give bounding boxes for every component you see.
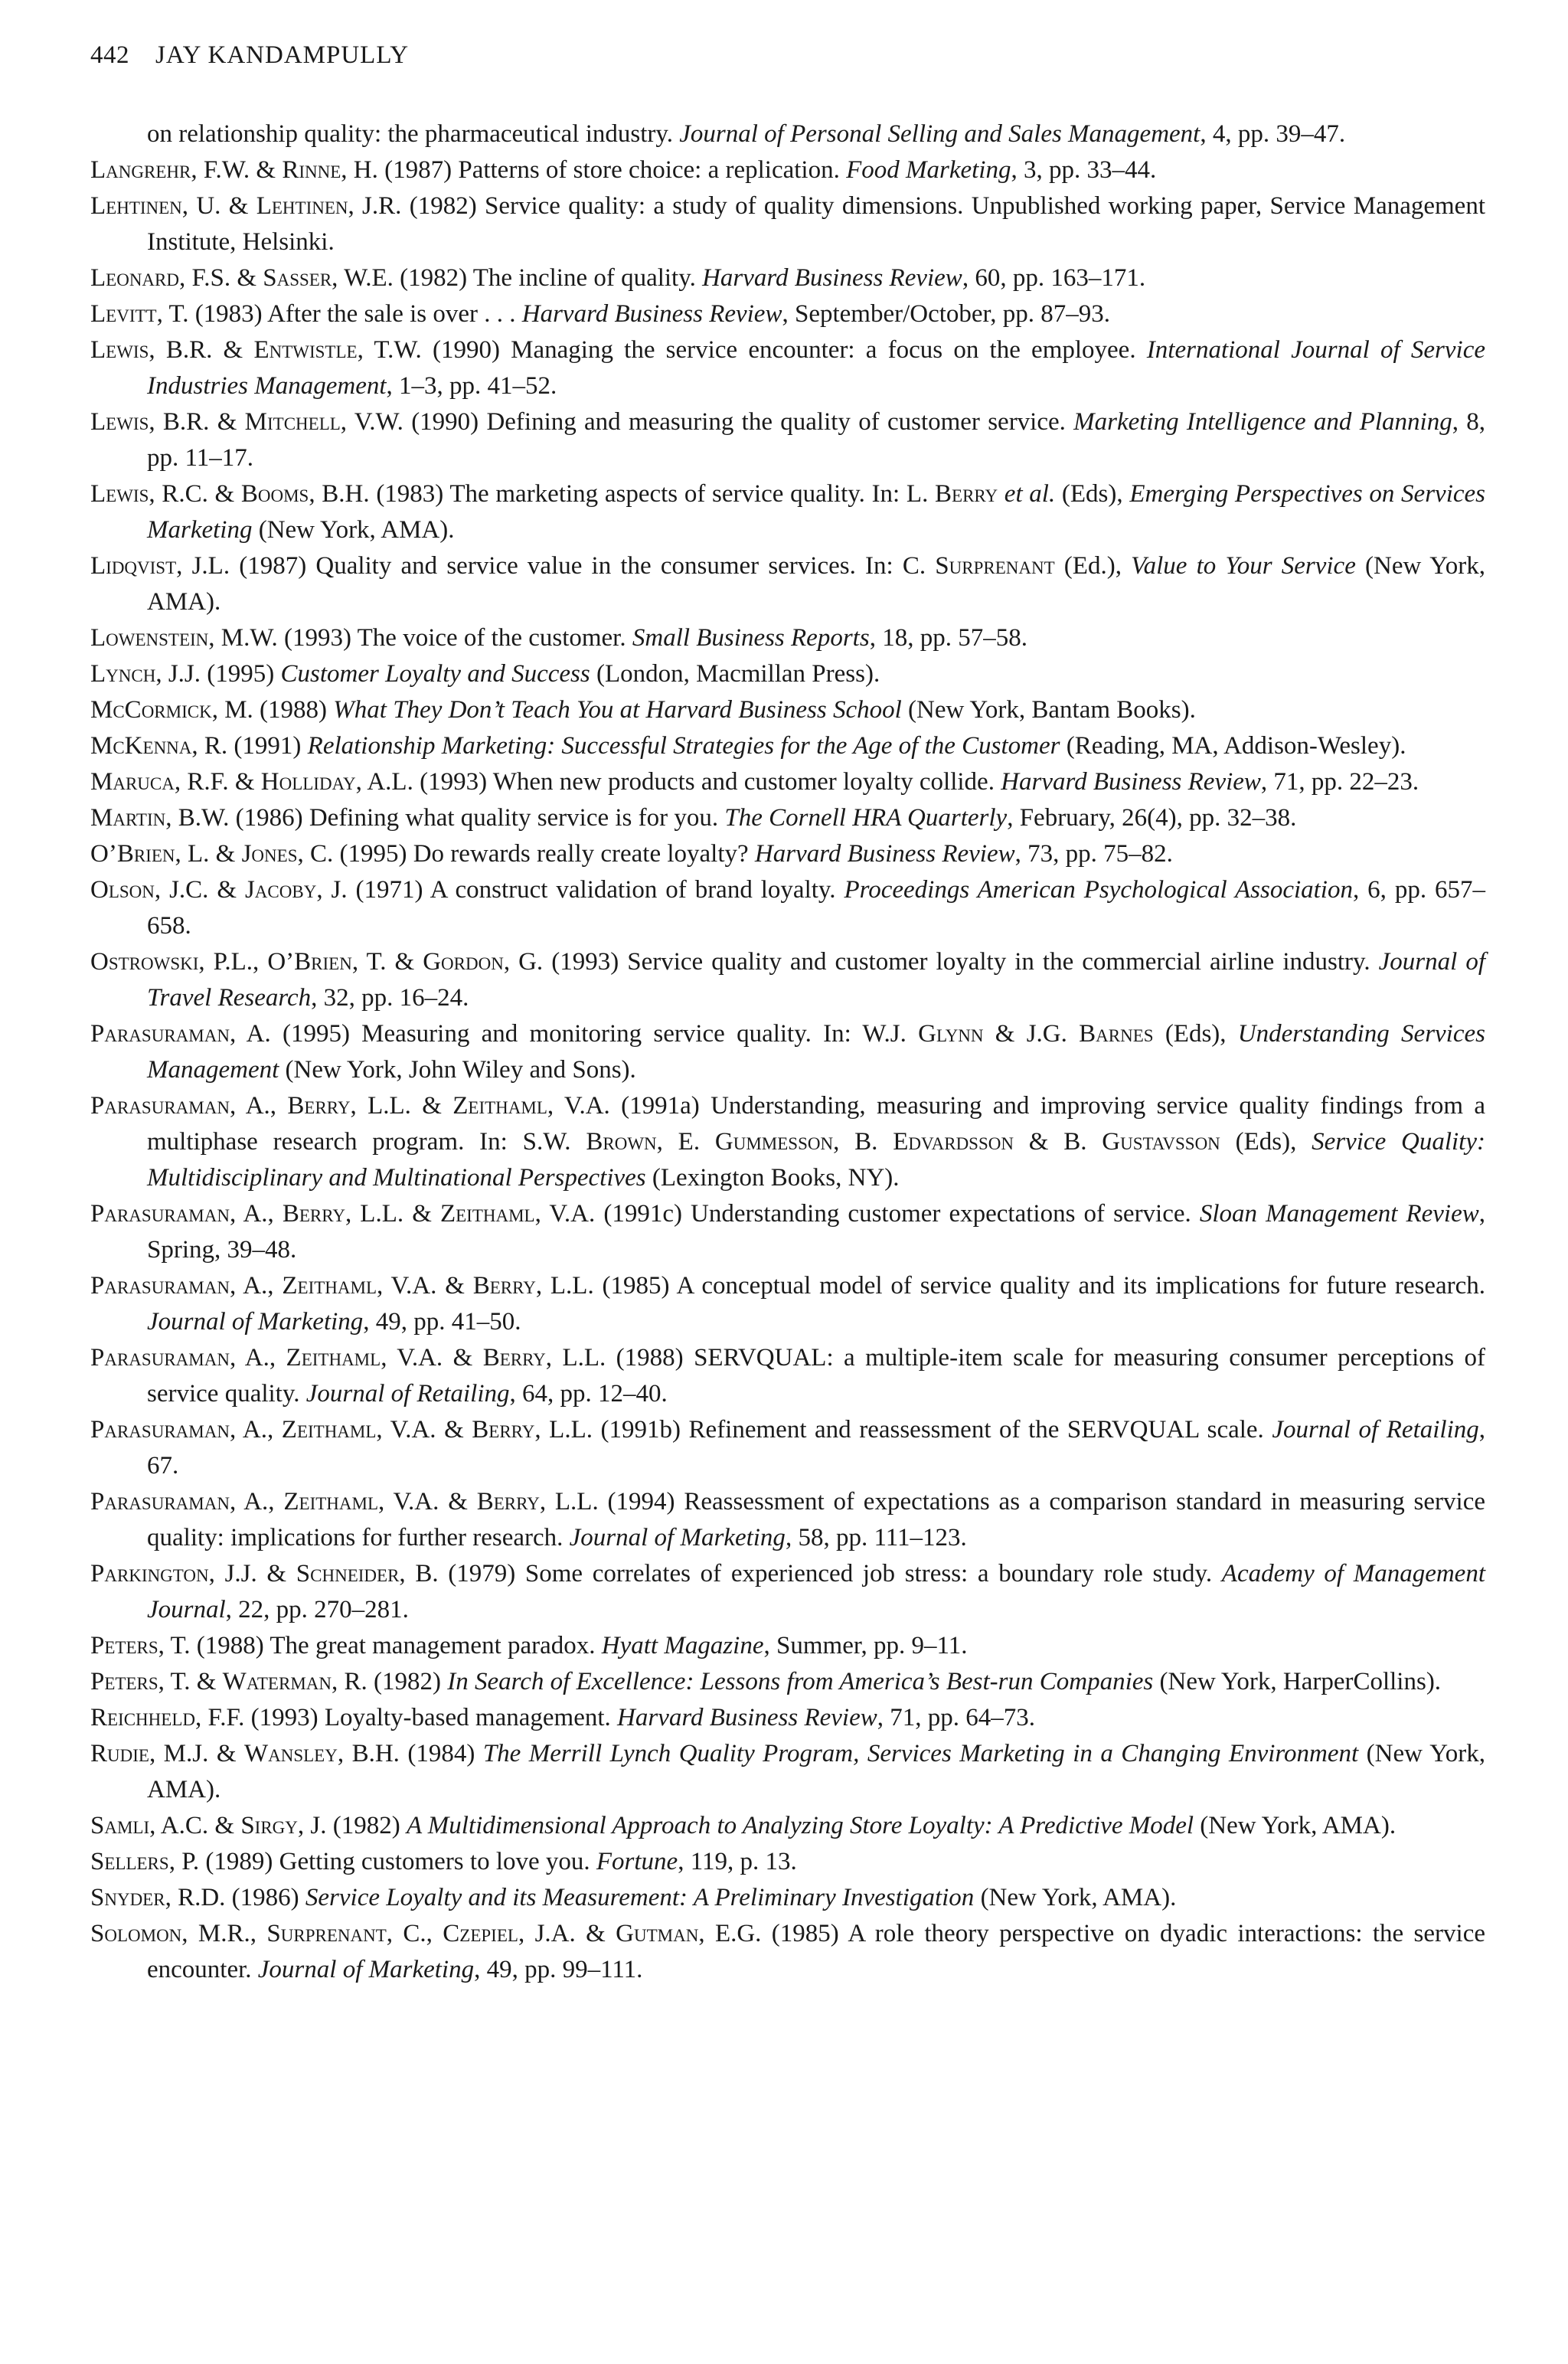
reference-text: , A.C. & <box>149 1812 241 1839</box>
italic-title: In Search of Excellence: Lessons from America’s Best-run Companies <box>447 1668 1154 1695</box>
reference-text: , A., <box>229 1344 286 1372</box>
reference-entry <box>90 1664 1485 1700</box>
italic-title: Harvard Business Review <box>617 1704 877 1731</box>
reference-text: , E. <box>656 1128 715 1156</box>
reference-entry <box>90 476 1485 548</box>
reference-text: , R.F. & <box>174 768 261 796</box>
author-name: Zeithaml <box>439 1200 535 1228</box>
reference-text: , B. (1979) Some correlates of experienced job stress: a boundary role study. <box>399 1560 1222 1587</box>
reference-text: , Spring, 39–48. <box>147 1200 1486 1264</box>
reference-text: , R.D. (1986) <box>165 1884 305 1911</box>
italic-title: Service Loyalty and its Measurement: A Preliminary Investigation <box>305 1884 975 1911</box>
reference-text: , B.H. (1983) The marketing aspects of service quality. In: L. <box>309 480 936 508</box>
author-name: Glynn <box>918 1020 984 1048</box>
author-name: Sirgy <box>240 1812 298 1839</box>
author-name: Sellers <box>90 1848 169 1875</box>
reference-text: , B.W. (1986) Defining what quality service is for you. <box>165 804 725 832</box>
italic-title: et al. <box>1004 480 1056 508</box>
author-name: Parasuraman <box>90 1272 230 1300</box>
author-name: Lewis <box>90 480 149 508</box>
author-name: Maruca <box>90 768 175 796</box>
author-name: Zeithaml <box>282 1272 377 1300</box>
reference-text: , A., <box>229 1416 282 1444</box>
author-name: Parasuraman <box>90 1200 230 1228</box>
italic-title: Fortune <box>596 1848 678 1875</box>
author-name: Parasuraman <box>90 1416 230 1444</box>
reference-text: , L.L. & <box>345 1200 440 1228</box>
author-name: Jones <box>241 840 298 868</box>
reference-text: , U. & <box>181 192 256 220</box>
reference-entry <box>90 620 1485 656</box>
reference-list <box>90 116 1485 1988</box>
reference-text: , A., <box>229 1272 283 1300</box>
reference-text: (New York, John Wiley and Sons). <box>279 1056 636 1084</box>
reference-text: , 22, pp. 270–281. <box>225 1596 409 1623</box>
reference-text: , J.L. (1987) Quality and service value in the consumer services. In: C. <box>176 552 936 580</box>
reference-text: , T. (1983) After the sale is over . . . <box>156 300 522 328</box>
reference-text: , C. (1995) Do rewards really create loyalty? <box>297 840 755 868</box>
reference-text: , 119, p. 13. <box>678 1848 797 1875</box>
reference-text: , L. & <box>175 840 242 868</box>
author-name: Zeithaml <box>286 1344 381 1372</box>
author-name: Lidqvist <box>90 552 177 580</box>
author-name: Berry <box>287 1092 351 1120</box>
author-name: Lehtinen <box>90 192 182 220</box>
reference-text: , T. (1988) The great management paradox. <box>158 1632 602 1659</box>
author-name: Leonard <box>90 264 179 292</box>
author-name: Zeithaml <box>452 1092 547 1120</box>
reference-text: , Summer, pp. 9–11. <box>763 1632 968 1659</box>
italic-title: Proceedings American Psychological Association <box>844 876 1353 904</box>
author-name: Parasuraman <box>90 1488 230 1516</box>
reference-text: , L.L. (1991b) Refinement and reassessment of the SERVQUAL scale. <box>534 1416 1272 1444</box>
author-name: Surprenant <box>266 1920 387 1947</box>
author-name: Parasuraman <box>90 1092 230 1120</box>
reference-text: , V.A. (1991c) Understanding customer expectations of service. <box>534 1200 1200 1228</box>
italic-title: Customer Loyalty and Success <box>280 660 590 688</box>
author-name: Lewis <box>90 408 149 436</box>
reference-text: , J.C. & <box>154 876 245 904</box>
reference-text: , 71, pp. 64–73. <box>877 1704 1035 1731</box>
reference-text: , L.L. & <box>350 1092 453 1120</box>
reference-text: (Eds), <box>1153 1020 1238 1048</box>
reference-text: , J. (1982) <box>297 1812 407 1839</box>
author-name: Brown <box>586 1128 657 1156</box>
italic-title: Journal of Marketing <box>569 1524 786 1551</box>
italic-title: Relationship Marketing: Successful Strategies for the Age of the Customer <box>307 732 1060 760</box>
author-name: Jacoby <box>244 876 317 904</box>
italic-title: Sloan Management Review <box>1199 1200 1479 1228</box>
reference-text: , A., <box>229 1092 288 1120</box>
author-name: Ostrowski <box>90 948 199 976</box>
reference-text: , R.C. & <box>149 480 241 508</box>
reference-entry <box>90 728 1485 764</box>
author-name: Gummesson <box>714 1128 834 1156</box>
reference-text: , 49, pp. 99–111. <box>474 1956 643 1983</box>
reference-text: , 58, pp. 111–123. <box>785 1524 967 1551</box>
author-name: Martin <box>90 804 166 832</box>
reference-entry <box>90 1340 1485 1412</box>
italic-title: Journal of Personal Selling and Sales Management <box>679 120 1200 148</box>
author-name: Entwistle <box>253 336 358 364</box>
reference-entry <box>90 188 1485 260</box>
reference-entry <box>90 692 1485 728</box>
reference-text: , L.L. (1985) A conceptual model of service quality and its implications for future research. <box>535 1272 1486 1300</box>
reference-text: , J.J. & <box>208 1560 296 1587</box>
reference-text: (Lexington Books, NY). <box>645 1164 900 1192</box>
reference-text: & J.G. <box>983 1020 1080 1048</box>
reference-text: , 73, pp. 75–82. <box>1014 840 1173 868</box>
reference-text: , 1–3, pp. 41–52. <box>386 372 557 400</box>
author-name: Gordon <box>423 948 504 976</box>
author-name: Lewis <box>90 336 149 364</box>
author-name: Parkington <box>90 1560 209 1587</box>
reference-entry <box>90 1268 1485 1340</box>
reference-text: , A., <box>229 1200 283 1228</box>
reference-entry <box>90 836 1485 872</box>
italic-title: Food Marketing <box>846 156 1011 184</box>
author-name: Mitchell <box>244 408 341 436</box>
italic-title: Hyatt Magazine <box>601 1632 764 1659</box>
italic-title: Journal of Retailing <box>305 1380 510 1408</box>
reference-entry <box>90 260 1485 296</box>
reference-text: (New York, AMA). <box>1194 1812 1396 1839</box>
reference-entry <box>90 1880 1485 1916</box>
author-name: Olson <box>90 876 155 904</box>
reference-text: , G. (1993) Service quality and customer loyalty in the commercial airline industry. <box>503 948 1379 976</box>
reference-entry <box>90 1808 1485 1844</box>
reference-entry <box>90 1844 1485 1880</box>
author-name: Waterman <box>222 1668 332 1695</box>
author-name: Parasuraman <box>90 1020 230 1048</box>
reference-text: , A., <box>229 1488 284 1516</box>
reference-text: (Ed.), <box>1054 552 1132 580</box>
author-name: Lynch <box>90 660 156 688</box>
author-name: Wansley <box>243 1740 338 1767</box>
reference-text: , 3, pp. 33–44. <box>1011 156 1157 184</box>
reference-text: , L.L. (1994) Reassessment of expectations as a comparison standard in measuring service quality: implications for further research. <box>147 1488 1485 1551</box>
author-name: McCormick <box>90 696 212 724</box>
reference-entry <box>90 944 1485 1016</box>
reference-text: , M.W. (1993) The voice of the customer. <box>208 624 632 652</box>
italic-title: Journal of Marketing <box>257 1956 475 1983</box>
italic-title: Marketing Intelligence and Planning <box>1073 408 1452 436</box>
italic-title: Journal of Marketing <box>147 1308 364 1336</box>
italic-title: International Journal of Service Industries Management <box>147 336 1485 400</box>
reference-text: (Reading, MA, Addison-Wesley). <box>1060 732 1406 760</box>
reference-text: , 60, pp. 163–171. <box>962 264 1146 292</box>
reference-text: , M. (1988) <box>211 696 334 724</box>
author-name: Berry <box>482 1344 546 1372</box>
italic-title: Academy of Management Journal <box>147 1560 1486 1623</box>
reference-entry <box>90 800 1485 836</box>
reference-text: , R. (1991) <box>191 732 308 760</box>
reference-text: , 18, pp. 57–58. <box>869 624 1027 652</box>
italic-title: Small Business Reports <box>632 624 870 652</box>
italic-title: A Multidimensional Approach to Analyzing Store Loyalty: A Predictive Model <box>406 1812 1194 1839</box>
reference-text: & B. <box>1013 1128 1102 1156</box>
italic-title: What They Don’t Teach You at Harvard Business School <box>333 696 902 724</box>
reference-text: , L.L. (1988) SERVQUAL: a multiple-item scale for measuring consumer perceptions of service quality. <box>147 1344 1486 1408</box>
author-name: Lehtinen <box>256 192 348 220</box>
author-name: Berry <box>282 1200 345 1228</box>
reference-text: , 32, pp. 16–24. <box>311 984 469 1012</box>
author-name: Berry <box>935 480 998 508</box>
italic-title: Harvard Business Review <box>754 840 1015 868</box>
author-name: Parasuraman <box>90 1344 230 1372</box>
reference-text: , B.R. & <box>149 336 254 364</box>
reference-entry-continued <box>90 116 1485 152</box>
author-name: Booms <box>240 480 309 508</box>
italic-title: The Merrill Lynch Quality Program, Services Marketing in a Changing Environment <box>482 1740 1359 1767</box>
reference-text: (Eds), <box>1220 1128 1312 1156</box>
reference-entry <box>90 152 1485 188</box>
reference-entry <box>90 1484 1485 1556</box>
running-head <box>90 38 409 72</box>
reference-text: , 4, pp. 39–47. <box>1200 120 1346 148</box>
italic-title: Journal of Retailing <box>1272 1416 1479 1444</box>
reference-text: , P.L., <box>198 948 268 976</box>
reference-text: , 6, pp. 657–658. <box>147 876 1485 940</box>
italic-title: Service Quality: Multidisciplinary and Multinational Perspectives <box>147 1128 1485 1192</box>
author-name: Solomon <box>90 1920 182 1947</box>
author-name: Surprenant <box>935 552 1055 580</box>
reference-text: , E.G. (1985) A role theory perspective on dyadic interactions: the service encounter. <box>147 1920 1486 1983</box>
reference-entry <box>90 1736 1485 1808</box>
author-name: Berry <box>472 1416 535 1444</box>
reference-text: , September/October, pp. 87–93. <box>782 300 1110 328</box>
reference-text: , J.A. & <box>518 1920 616 1947</box>
reference-entry <box>90 404 1485 476</box>
reference-text: , 64, pp. 12–40. <box>509 1380 668 1408</box>
author-name: O’Brien <box>90 840 175 868</box>
author-name: Lowenstein <box>90 624 209 652</box>
author-name: O’Brien <box>267 948 352 976</box>
author-name: McKenna <box>90 732 192 760</box>
reference-text: , T. & <box>158 1668 223 1695</box>
author-name: Snyder <box>90 1884 165 1911</box>
reference-text: , B.R. & <box>149 408 245 436</box>
reference-entry <box>90 1016 1485 1088</box>
reference-text: , F.W. & <box>191 156 283 184</box>
italic-title: Harvard Business Review <box>702 264 962 292</box>
author-name: Levitt <box>90 300 157 328</box>
author-name: Zeithaml <box>281 1416 377 1444</box>
reference-text: , A.L. (1993) When new products and customer loyalty collide. <box>355 768 1001 796</box>
reference-text: , C., <box>386 1920 443 1947</box>
reference-entry <box>90 548 1485 620</box>
author-name: Berry <box>476 1488 540 1516</box>
reference-text: , 67. <box>147 1416 1485 1480</box>
reference-text: , R. (1982) <box>332 1668 448 1695</box>
reference-text: (New York, AMA). <box>252 516 455 544</box>
reference-text: , 49, pp. 41–50. <box>363 1308 521 1336</box>
italic-title: Harvard Business Review <box>521 300 782 328</box>
reference-text: , T.W. (1990) Managing the service encounter: a focus on the employee. <box>357 336 1147 364</box>
reference-text: , F.S. & <box>179 264 263 292</box>
reference-text <box>998 480 1004 508</box>
reference-text: , M.R., <box>181 1920 267 1947</box>
reference-text: , 71, pp. 22–23. <box>1260 768 1419 796</box>
reference-entry <box>90 1088 1485 1196</box>
reference-text: (New York, Bantam Books). <box>901 696 1196 724</box>
author-name: Gutman <box>616 1920 699 1947</box>
reference-entry <box>90 1916 1485 1988</box>
reference-text: (New York, HarperCollins). <box>1153 1668 1442 1695</box>
author-name: Langrehr <box>90 156 191 184</box>
reference-text: , B. <box>833 1128 893 1156</box>
italic-title: The Cornell HRA Quarterly <box>724 804 1008 832</box>
reference-text: , V.A. (1991a) Understanding, measuring and improving service quality findings from a multiphase research program. In: S.W. <box>147 1092 1486 1156</box>
reference-entry <box>90 1412 1485 1484</box>
reference-text: , V.A. & <box>376 1416 472 1444</box>
reference-entry <box>90 656 1485 692</box>
reference-text: , J. (1971) A construct validation of brand loyalty. <box>316 876 844 904</box>
reference-entry <box>90 296 1485 332</box>
reference-text: , F.F. (1993) Loyalty-based management. <box>195 1704 618 1731</box>
reference-text: (New York, AMA). <box>147 552 1486 616</box>
author-name: Rudie <box>90 1740 149 1767</box>
author-name: Reichheld <box>90 1704 195 1731</box>
author-name: Schneider <box>296 1560 400 1587</box>
author-name: Edvardsson <box>893 1128 1014 1156</box>
reference-text: (London, Macmillan Press). <box>590 660 880 688</box>
reference-text: , M.J. & <box>149 1740 244 1767</box>
author-name: Rinne <box>282 156 341 184</box>
reference-text: (Eds), <box>1055 480 1130 508</box>
reference-entry <box>90 764 1485 800</box>
page-number: 442 <box>90 41 129 69</box>
italic-title: Harvard Business Review <box>1001 768 1261 796</box>
reference-text: , B.H. (1984) <box>337 1740 483 1767</box>
author-name: Czepiel <box>443 1920 518 1947</box>
author-name: Zeithaml <box>283 1488 378 1516</box>
italic-title: Journal of Travel Research <box>147 948 1486 1012</box>
reference-text: , February, 26(4), pp. 32–38. <box>1007 804 1297 832</box>
author-name: Barnes <box>1079 1020 1154 1048</box>
reference-text: , V.W. (1990) Defining and measuring the quality of customer service. <box>340 408 1074 436</box>
reference-text: (New York, AMA). <box>974 1884 1177 1911</box>
reference-text: on relationship quality: the pharmaceutical industry. <box>147 120 680 148</box>
author-name: Samli <box>90 1812 150 1839</box>
reference-text: , V.A. & <box>381 1344 483 1372</box>
reference-entry <box>90 872 1485 944</box>
italic-title: Understanding Services Management <box>147 1020 1485 1084</box>
reference-entry <box>90 1196 1485 1268</box>
reference-entry <box>90 332 1485 404</box>
reference-text: , V.A. & <box>378 1488 477 1516</box>
running-head-author: JAY KANDAMPULLY <box>155 41 410 69</box>
reference-text: , A. (1995) Measuring and monitoring service quality. In: W.J. <box>229 1020 919 1048</box>
italic-title: Emerging Perspectives on Services Marketing <box>147 480 1486 544</box>
reference-text: , P. (1989) Getting customers to love you. <box>168 1848 596 1875</box>
author-name: Peters <box>90 1632 158 1659</box>
reference-text: , H. (1987) Patterns of store choice: a replication. <box>341 156 847 184</box>
reference-entry <box>90 1556 1485 1628</box>
reference-text: , V.A. & <box>377 1272 473 1300</box>
author-name: Gustavsson <box>1102 1128 1220 1156</box>
author-name: Peters <box>90 1668 158 1695</box>
reference-entry <box>90 1700 1485 1736</box>
author-name: Sasser <box>263 264 332 292</box>
reference-text: , 8, pp. 11–17. <box>147 408 1485 472</box>
italic-title: Value to Your Service <box>1131 552 1356 580</box>
reference-entry <box>90 1628 1485 1664</box>
reference-text: , J.J. (1995) <box>155 660 281 688</box>
author-name: Holliday <box>260 768 356 796</box>
author-name: Berry <box>472 1272 536 1300</box>
reference-text: , J.R. (1982) Service quality: a study of quality dimensions. Unpublished working paper, Service Management Institute, Helsinki. <box>147 192 1485 256</box>
reference-text: , T. & <box>351 948 423 976</box>
reference-text: , W.E. (1982) The incline of quality. <box>332 264 703 292</box>
reference-text: (New York, AMA). <box>147 1740 1485 1803</box>
